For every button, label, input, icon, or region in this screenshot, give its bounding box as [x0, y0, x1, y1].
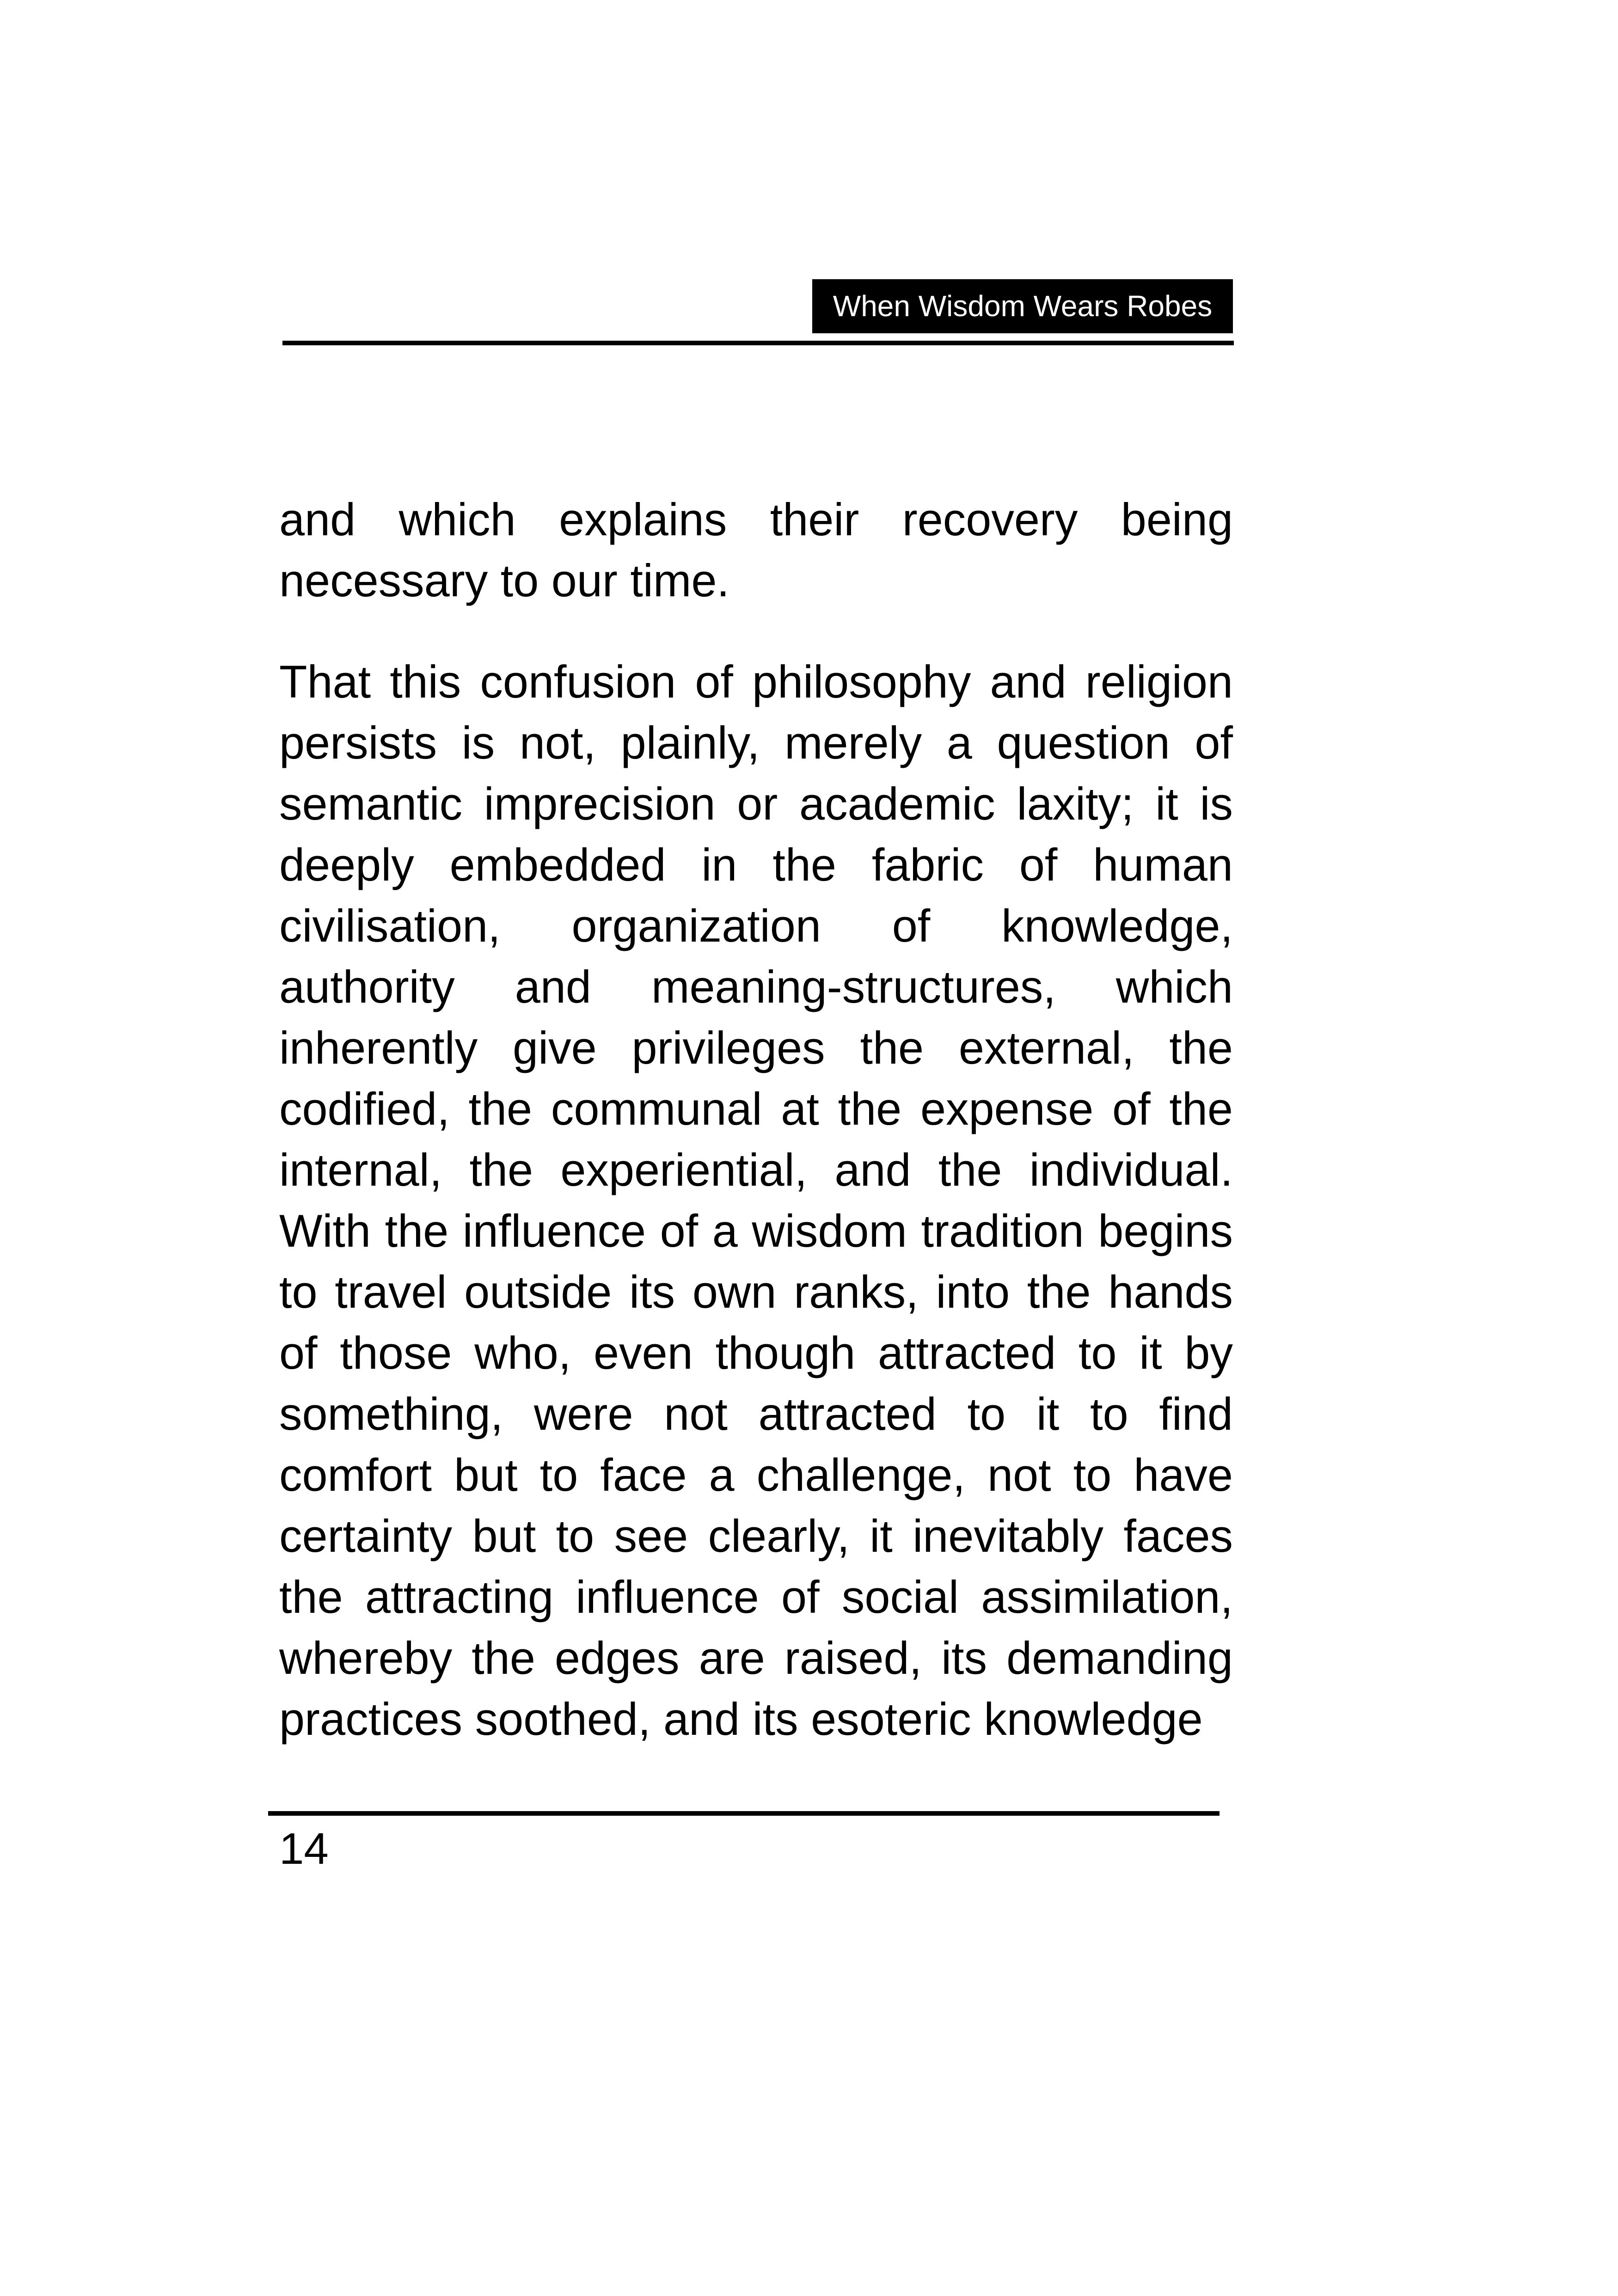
header-rule: [282, 341, 1234, 345]
running-header-title: When Wisdom Wears Robes: [812, 279, 1233, 333]
page-number: 14: [279, 1824, 329, 1874]
paragraph-2: That this confusion of philosophy and religion persists is not, plainly, merely a question of semantic imprecision or academic laxity; it is deeply embedded in the fabric of human civilisation, organization of knowledge, authority and meaning-structures, which inherently give privileges the external, the codified, the communal at the expense of the internal, the experiential, and the individual. With the influence of a wisdom tradition begins to travel outside its own ranks, into the hands of those who, even though attracted to it by something, were not attracted to it to find comfort but to face a challenge, not to have certainty but to see clearly, it inevitably faces the attracting influence of social assimilation, whereby the edges are raised, its demanding practices soothed, and its esoteric knowledge: [279, 656, 1233, 1745]
paragraph-1: and which explains their recovery being necessary to our time.: [279, 494, 1233, 606]
footer-rule: [268, 1811, 1220, 1816]
body-text: [279, 489, 1233, 1750]
